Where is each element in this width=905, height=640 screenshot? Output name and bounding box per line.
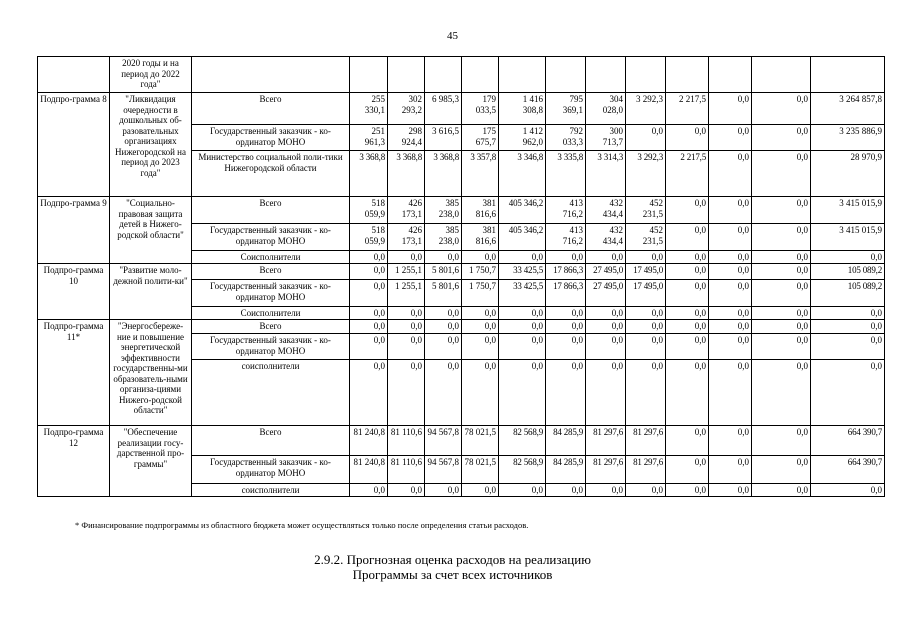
- value-cell: 2 217,5: [666, 93, 709, 125]
- value-cell: [546, 57, 586, 93]
- value-cell: 1 412 962,0: [499, 125, 546, 151]
- funding-source: Всего: [192, 320, 350, 334]
- value-cell: 0,0: [350, 280, 388, 307]
- funding-source: Государственный заказчик - ко-ординатор МОНО: [192, 224, 350, 251]
- value-cell: 17 495,0: [626, 264, 666, 280]
- value-cell: 0,0: [709, 334, 752, 360]
- value-cell: 0,0: [546, 251, 586, 264]
- value-cell: 405 346,2: [499, 224, 546, 251]
- value-cell: 0,0: [462, 307, 499, 320]
- subprogram-name: "Обеспечение реализации госу-дарственной про-граммы": [110, 426, 192, 497]
- value-cell: [666, 57, 709, 93]
- value-cell: 385 238,0: [425, 224, 462, 251]
- value-cell: 0,0: [425, 484, 462, 497]
- value-cell: 3 616,5: [425, 125, 462, 151]
- value-cell: 3 368,8: [425, 151, 462, 197]
- value-cell: 0,0: [499, 334, 546, 360]
- funding-source: Соисполнители: [192, 251, 350, 264]
- value-cell: 3 357,8: [462, 151, 499, 197]
- value-cell: 0,0: [425, 307, 462, 320]
- value-cell: 5 801,6: [425, 280, 462, 307]
- value-cell: 0,0: [811, 484, 885, 497]
- funding-source: соисполнители: [192, 360, 350, 426]
- value-cell: 0,0: [752, 484, 811, 497]
- value-cell: 0,0: [666, 224, 709, 251]
- value-cell: 0,0: [666, 264, 709, 280]
- subprogram-code: [38, 57, 110, 93]
- funding-source: Соисполнители: [192, 307, 350, 320]
- value-cell: 664 390,7: [811, 426, 885, 456]
- value-cell: 0,0: [709, 426, 752, 456]
- table-row: [38, 426, 885, 456]
- value-cell: 405 346,2: [499, 197, 546, 224]
- value-cell: 0,0: [709, 224, 752, 251]
- value-cell: 0,0: [666, 484, 709, 497]
- value-cell: 0,0: [709, 264, 752, 280]
- value-cell: 0,0: [462, 320, 499, 334]
- value-cell: 0,0: [666, 426, 709, 456]
- value-cell: 2 217,5: [666, 151, 709, 197]
- value-cell: 17 866,3: [546, 280, 586, 307]
- subprogram-name: "Социально-правовая защита детей в Нижего-родской области": [110, 197, 192, 264]
- table-row: [38, 197, 885, 224]
- value-cell: 1 255,1: [388, 280, 425, 307]
- value-cell: 0,0: [350, 264, 388, 280]
- subprogram-code: Подпро-грамма 12: [38, 426, 110, 497]
- value-cell: 84 285,9: [546, 456, 586, 484]
- value-cell: 518 059,9: [350, 224, 388, 251]
- value-cell: 1 255,1: [388, 264, 425, 280]
- value-cell: 1 416 308,8: [499, 93, 546, 125]
- value-cell: 0,0: [752, 197, 811, 224]
- funding-source: Министерство социальной поли-тики Нижегородской области: [192, 151, 350, 197]
- value-cell: 413 716,2: [546, 224, 586, 251]
- funding-source: Всего: [192, 197, 350, 224]
- value-cell: 82 568,9: [499, 426, 546, 456]
- subprogram-code: Подпро-грамма 9: [38, 197, 110, 264]
- value-cell: 0,0: [626, 320, 666, 334]
- value-cell: 0,0: [626, 251, 666, 264]
- value-cell: 0,0: [388, 360, 425, 426]
- value-cell: 1 750,7: [462, 280, 499, 307]
- value-cell: 0,0: [350, 334, 388, 360]
- value-cell: 0,0: [546, 320, 586, 334]
- section-heading-line-2: Программы за счет всех источников: [352, 567, 553, 582]
- value-cell: 0,0: [425, 360, 462, 426]
- value-cell: 0,0: [546, 360, 586, 426]
- value-cell: 432 434,4: [586, 224, 626, 251]
- subprogram-code: Подпро-грамма 8: [38, 93, 110, 197]
- value-cell: 0,0: [499, 484, 546, 497]
- value-cell: 452 231,5: [626, 224, 666, 251]
- value-cell: 28 970,9: [811, 151, 885, 197]
- value-cell: 3 292,3: [626, 151, 666, 197]
- value-cell: 0,0: [546, 307, 586, 320]
- value-cell: [388, 57, 425, 93]
- value-cell: 81 240,8: [350, 456, 388, 484]
- value-cell: 0,0: [709, 320, 752, 334]
- value-cell: 432 434,4: [586, 197, 626, 224]
- value-cell: 426 173,1: [388, 224, 425, 251]
- value-cell: 0,0: [752, 264, 811, 280]
- value-cell: 33 425,5: [499, 264, 546, 280]
- value-cell: 0,0: [752, 251, 811, 264]
- value-cell: 302 293,2: [388, 93, 425, 125]
- value-cell: 0,0: [462, 484, 499, 497]
- value-cell: [350, 57, 388, 93]
- subprogram-code: Подпро-грамма 10: [38, 264, 110, 320]
- value-cell: [499, 57, 546, 93]
- funding-source: Государственный заказчик - ко-ординатор МОНО: [192, 456, 350, 484]
- value-cell: 304 028,0: [586, 93, 626, 125]
- table-row: [38, 320, 885, 334]
- page-number: 45: [447, 30, 458, 42]
- value-cell: 255 330,1: [350, 93, 388, 125]
- value-cell: 3 335,8: [546, 151, 586, 197]
- value-cell: 105 089,2: [811, 280, 885, 307]
- value-cell: 3 235 886,9: [811, 125, 885, 151]
- value-cell: 0,0: [586, 334, 626, 360]
- value-cell: [752, 57, 811, 93]
- value-cell: 0,0: [709, 93, 752, 125]
- value-cell: 0,0: [752, 334, 811, 360]
- value-cell: 0,0: [499, 251, 546, 264]
- value-cell: 0,0: [626, 125, 666, 151]
- value-cell: 381 816,6: [462, 224, 499, 251]
- value-cell: 0,0: [586, 320, 626, 334]
- value-cell: 0,0: [709, 197, 752, 224]
- value-cell: 251 961,3: [350, 125, 388, 151]
- value-cell: 426 173,1: [388, 197, 425, 224]
- value-cell: 385 238,0: [425, 197, 462, 224]
- funding-source: соисполнители: [192, 484, 350, 497]
- value-cell: 0,0: [811, 360, 885, 426]
- value-cell: 795 369,1: [546, 93, 586, 125]
- value-cell: 27 495,0: [586, 280, 626, 307]
- subprogram-name: 2020 годы и на период до 2022 года": [110, 57, 192, 93]
- value-cell: 0,0: [811, 307, 885, 320]
- value-cell: 0,0: [752, 151, 811, 197]
- value-cell: 452 231,5: [626, 197, 666, 224]
- value-cell: 81 297,6: [626, 456, 666, 484]
- value-cell: 0,0: [546, 334, 586, 360]
- section-heading: [0, 552, 905, 582]
- value-cell: [462, 57, 499, 93]
- value-cell: 0,0: [546, 484, 586, 497]
- value-cell: 3 415 015,9: [811, 197, 885, 224]
- value-cell: 105 089,2: [811, 264, 885, 280]
- value-cell: 3 415 015,9: [811, 224, 885, 251]
- value-cell: 0,0: [666, 197, 709, 224]
- value-cell: 0,0: [425, 320, 462, 334]
- value-cell: 17 866,3: [546, 264, 586, 280]
- value-cell: 6 985,3: [425, 93, 462, 125]
- value-cell: 81 110,6: [388, 426, 425, 456]
- value-cell: 175 675,7: [462, 125, 499, 151]
- funding-source: Всего: [192, 264, 350, 280]
- value-cell: 0,0: [709, 251, 752, 264]
- funding-source: Государственный заказчик - ко-ординатор МОНО: [192, 280, 350, 307]
- value-cell: 84 285,9: [546, 426, 586, 456]
- value-cell: 0,0: [666, 125, 709, 151]
- value-cell: 1 750,7: [462, 264, 499, 280]
- value-cell: 81 240,8: [350, 426, 388, 456]
- value-cell: 0,0: [709, 456, 752, 484]
- value-cell: 0,0: [709, 360, 752, 426]
- value-cell: 78 021,5: [462, 456, 499, 484]
- value-cell: 664 390,7: [811, 456, 885, 484]
- value-cell: 0,0: [709, 151, 752, 197]
- value-cell: 0,0: [709, 125, 752, 151]
- value-cell: 0,0: [462, 251, 499, 264]
- value-cell: 0,0: [626, 484, 666, 497]
- value-cell: 413 716,2: [546, 197, 586, 224]
- value-cell: 0,0: [709, 484, 752, 497]
- value-cell: 33 425,5: [499, 280, 546, 307]
- value-cell: 0,0: [388, 307, 425, 320]
- value-cell: 0,0: [666, 456, 709, 484]
- value-cell: 0,0: [586, 484, 626, 497]
- value-cell: 0,0: [350, 320, 388, 334]
- value-cell: 0,0: [388, 320, 425, 334]
- value-cell: 0,0: [666, 251, 709, 264]
- value-cell: 0,0: [811, 251, 885, 264]
- subprogram-name: "Ликвидация очередности в дошкольных об-разовательных организациях Нижегородской на период до 2023 года": [110, 93, 192, 197]
- value-cell: 0,0: [666, 280, 709, 307]
- value-cell: 0,0: [350, 360, 388, 426]
- value-cell: 0,0: [499, 307, 546, 320]
- value-cell: 0,0: [811, 334, 885, 360]
- budget-table: [37, 56, 885, 497]
- funding-source: Государственный заказчик - ко-ординатор МОНО: [192, 125, 350, 151]
- value-cell: 82 568,9: [499, 456, 546, 484]
- value-cell: 381 816,6: [462, 197, 499, 224]
- value-cell: 179 033,5: [462, 93, 499, 125]
- table-row: [38, 93, 885, 125]
- value-cell: 0,0: [811, 320, 885, 334]
- value-cell: 0,0: [350, 484, 388, 497]
- value-cell: 81 297,6: [586, 456, 626, 484]
- value-cell: 0,0: [666, 360, 709, 426]
- section-heading-line-1: 2.9.2. Прогнозная оценка расходов на реализацию: [314, 552, 591, 567]
- funding-source: Государственный заказчик - ко-ординатор МОНО: [192, 334, 350, 360]
- value-cell: [709, 57, 752, 93]
- value-cell: 0,0: [388, 484, 425, 497]
- footnote: * Финансирование подпрограммы из областного бюджета может осуществляться только после определения статьи расходов.: [75, 520, 529, 530]
- value-cell: 0,0: [752, 224, 811, 251]
- value-cell: 3 368,8: [388, 151, 425, 197]
- value-cell: 518 059,9: [350, 197, 388, 224]
- value-cell: 0,0: [626, 334, 666, 360]
- funding-source: Всего: [192, 426, 350, 456]
- funding-source: Всего: [192, 93, 350, 125]
- value-cell: 298 924,4: [388, 125, 425, 151]
- value-cell: 0,0: [752, 360, 811, 426]
- value-cell: 3 264 857,8: [811, 93, 885, 125]
- value-cell: 0,0: [709, 307, 752, 320]
- value-cell: 0,0: [752, 93, 811, 125]
- value-cell: 0,0: [586, 360, 626, 426]
- value-cell: 0,0: [462, 334, 499, 360]
- value-cell: 0,0: [586, 307, 626, 320]
- value-cell: 0,0: [425, 334, 462, 360]
- funding-source: [192, 57, 350, 93]
- value-cell: 0,0: [499, 320, 546, 334]
- subprogram-name: "Энергосбереже-ние и повышение энергетической эффективности государственны-ми образователь-ными организа-циями Нижего-родской области": [110, 320, 192, 426]
- table-row: [38, 264, 885, 280]
- value-cell: 3 292,3: [626, 93, 666, 125]
- value-cell: 0,0: [586, 251, 626, 264]
- value-cell: 94 567,8: [425, 426, 462, 456]
- value-cell: 3 314,3: [586, 151, 626, 197]
- value-cell: [811, 57, 885, 93]
- value-cell: 0,0: [350, 307, 388, 320]
- value-cell: [626, 57, 666, 93]
- value-cell: 0,0: [666, 334, 709, 360]
- value-cell: 78 021,5: [462, 426, 499, 456]
- value-cell: 3 346,8: [499, 151, 546, 197]
- value-cell: 0,0: [499, 360, 546, 426]
- value-cell: 0,0: [752, 280, 811, 307]
- value-cell: 0,0: [666, 320, 709, 334]
- value-cell: 27 495,0: [586, 264, 626, 280]
- value-cell: 0,0: [425, 251, 462, 264]
- value-cell: 5 801,6: [425, 264, 462, 280]
- value-cell: 0,0: [350, 251, 388, 264]
- value-cell: 0,0: [709, 280, 752, 307]
- value-cell: 3 368,8: [350, 151, 388, 197]
- value-cell: 94 567,8: [425, 456, 462, 484]
- value-cell: 0,0: [462, 360, 499, 426]
- table-row: [38, 57, 885, 93]
- subprogram-name: "Развитие моло-дежной полити-ки": [110, 264, 192, 320]
- value-cell: 0,0: [626, 360, 666, 426]
- value-cell: 0,0: [666, 307, 709, 320]
- value-cell: 792 033,3: [546, 125, 586, 151]
- value-cell: 0,0: [388, 251, 425, 264]
- value-cell: 0,0: [626, 307, 666, 320]
- value-cell: 0,0: [752, 456, 811, 484]
- value-cell: 81 297,6: [586, 426, 626, 456]
- value-cell: 0,0: [752, 426, 811, 456]
- value-cell: 0,0: [752, 125, 811, 151]
- value-cell: 0,0: [388, 334, 425, 360]
- value-cell: 0,0: [752, 307, 811, 320]
- value-cell: 0,0: [752, 320, 811, 334]
- value-cell: [425, 57, 462, 93]
- value-cell: 81 110,6: [388, 456, 425, 484]
- subprogram-code: Подпро-грамма 11*: [38, 320, 110, 426]
- value-cell: 81 297,6: [626, 426, 666, 456]
- value-cell: [586, 57, 626, 93]
- value-cell: 300 713,7: [586, 125, 626, 151]
- value-cell: 17 495,0: [626, 280, 666, 307]
